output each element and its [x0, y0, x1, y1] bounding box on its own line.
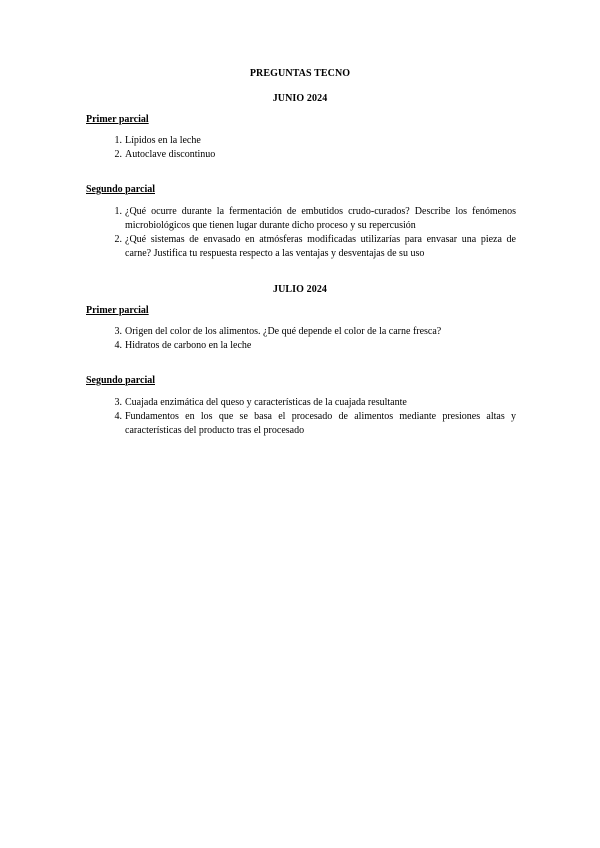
- list-item: [86, 410, 516, 438]
- item-number: 2.: [114, 149, 122, 160]
- item-text: ¿Qué sistemas de envasado en atmósferas modificadas utilizarías para envasar una pieza de carne? Justifica tu respuesta respecto a las ventajas y desventajas de su uso: [125, 234, 516, 259]
- question-list-julio-primer: [86, 325, 516, 353]
- item-number: 4.: [114, 340, 122, 351]
- section-heading-julio: JULIO 2024: [272, 284, 328, 295]
- item-number: 3.: [114, 326, 122, 337]
- subheading-junio-segundo-parcial: Segundo parcial: [86, 184, 155, 195]
- item-number: 1.: [114, 135, 122, 146]
- document-title: PREGUNTAS TECNO: [249, 68, 351, 79]
- list-item: [86, 148, 516, 162]
- item-text: ¿Qué ocurre durante la fermentación de embutidos crudo-curados? Describe los fenómenos microbiológicos que tienen lugar durante dicho proceso y su repercusión: [125, 206, 516, 231]
- list-item: [86, 134, 516, 148]
- item-text: Cuajada enzimática del queso y características de la cuajada resultante: [125, 397, 407, 408]
- item-number: 2.: [114, 234, 122, 245]
- subheading-junio-primer-parcial: Primer parcial: [86, 114, 149, 125]
- item-number: 1.: [114, 206, 122, 217]
- subheading-julio-primer-parcial: Primer parcial: [86, 305, 149, 316]
- item-text: Fundamentos en los que se basa el procesado de alimentos mediante presiones altas y características del producto tras el procesado: [125, 411, 516, 436]
- list-item: [86, 205, 516, 233]
- question-list-julio-segundo: [86, 396, 516, 438]
- list-item: [86, 339, 516, 353]
- list-item: [86, 325, 516, 339]
- section-heading-junio: JUNIO 2024: [272, 93, 328, 104]
- item-text: Autoclave discontinuo: [125, 149, 216, 160]
- subheading-julio-segundo-parcial: Segundo parcial: [86, 375, 155, 386]
- question-list-junio-primer: [86, 134, 516, 162]
- question-list-junio-segundo: [86, 205, 516, 261]
- list-item: [86, 396, 516, 410]
- item-number: 3.: [114, 397, 122, 408]
- item-text: Origen del color de los alimentos. ¿De qué depende el color de la carne fresca?: [125, 326, 442, 337]
- list-item: [86, 233, 516, 261]
- item-number: 4.: [114, 411, 122, 422]
- item-text: Hidratos de carbono en la leche: [125, 340, 252, 351]
- item-text: Lípidos en la leche: [125, 135, 201, 146]
